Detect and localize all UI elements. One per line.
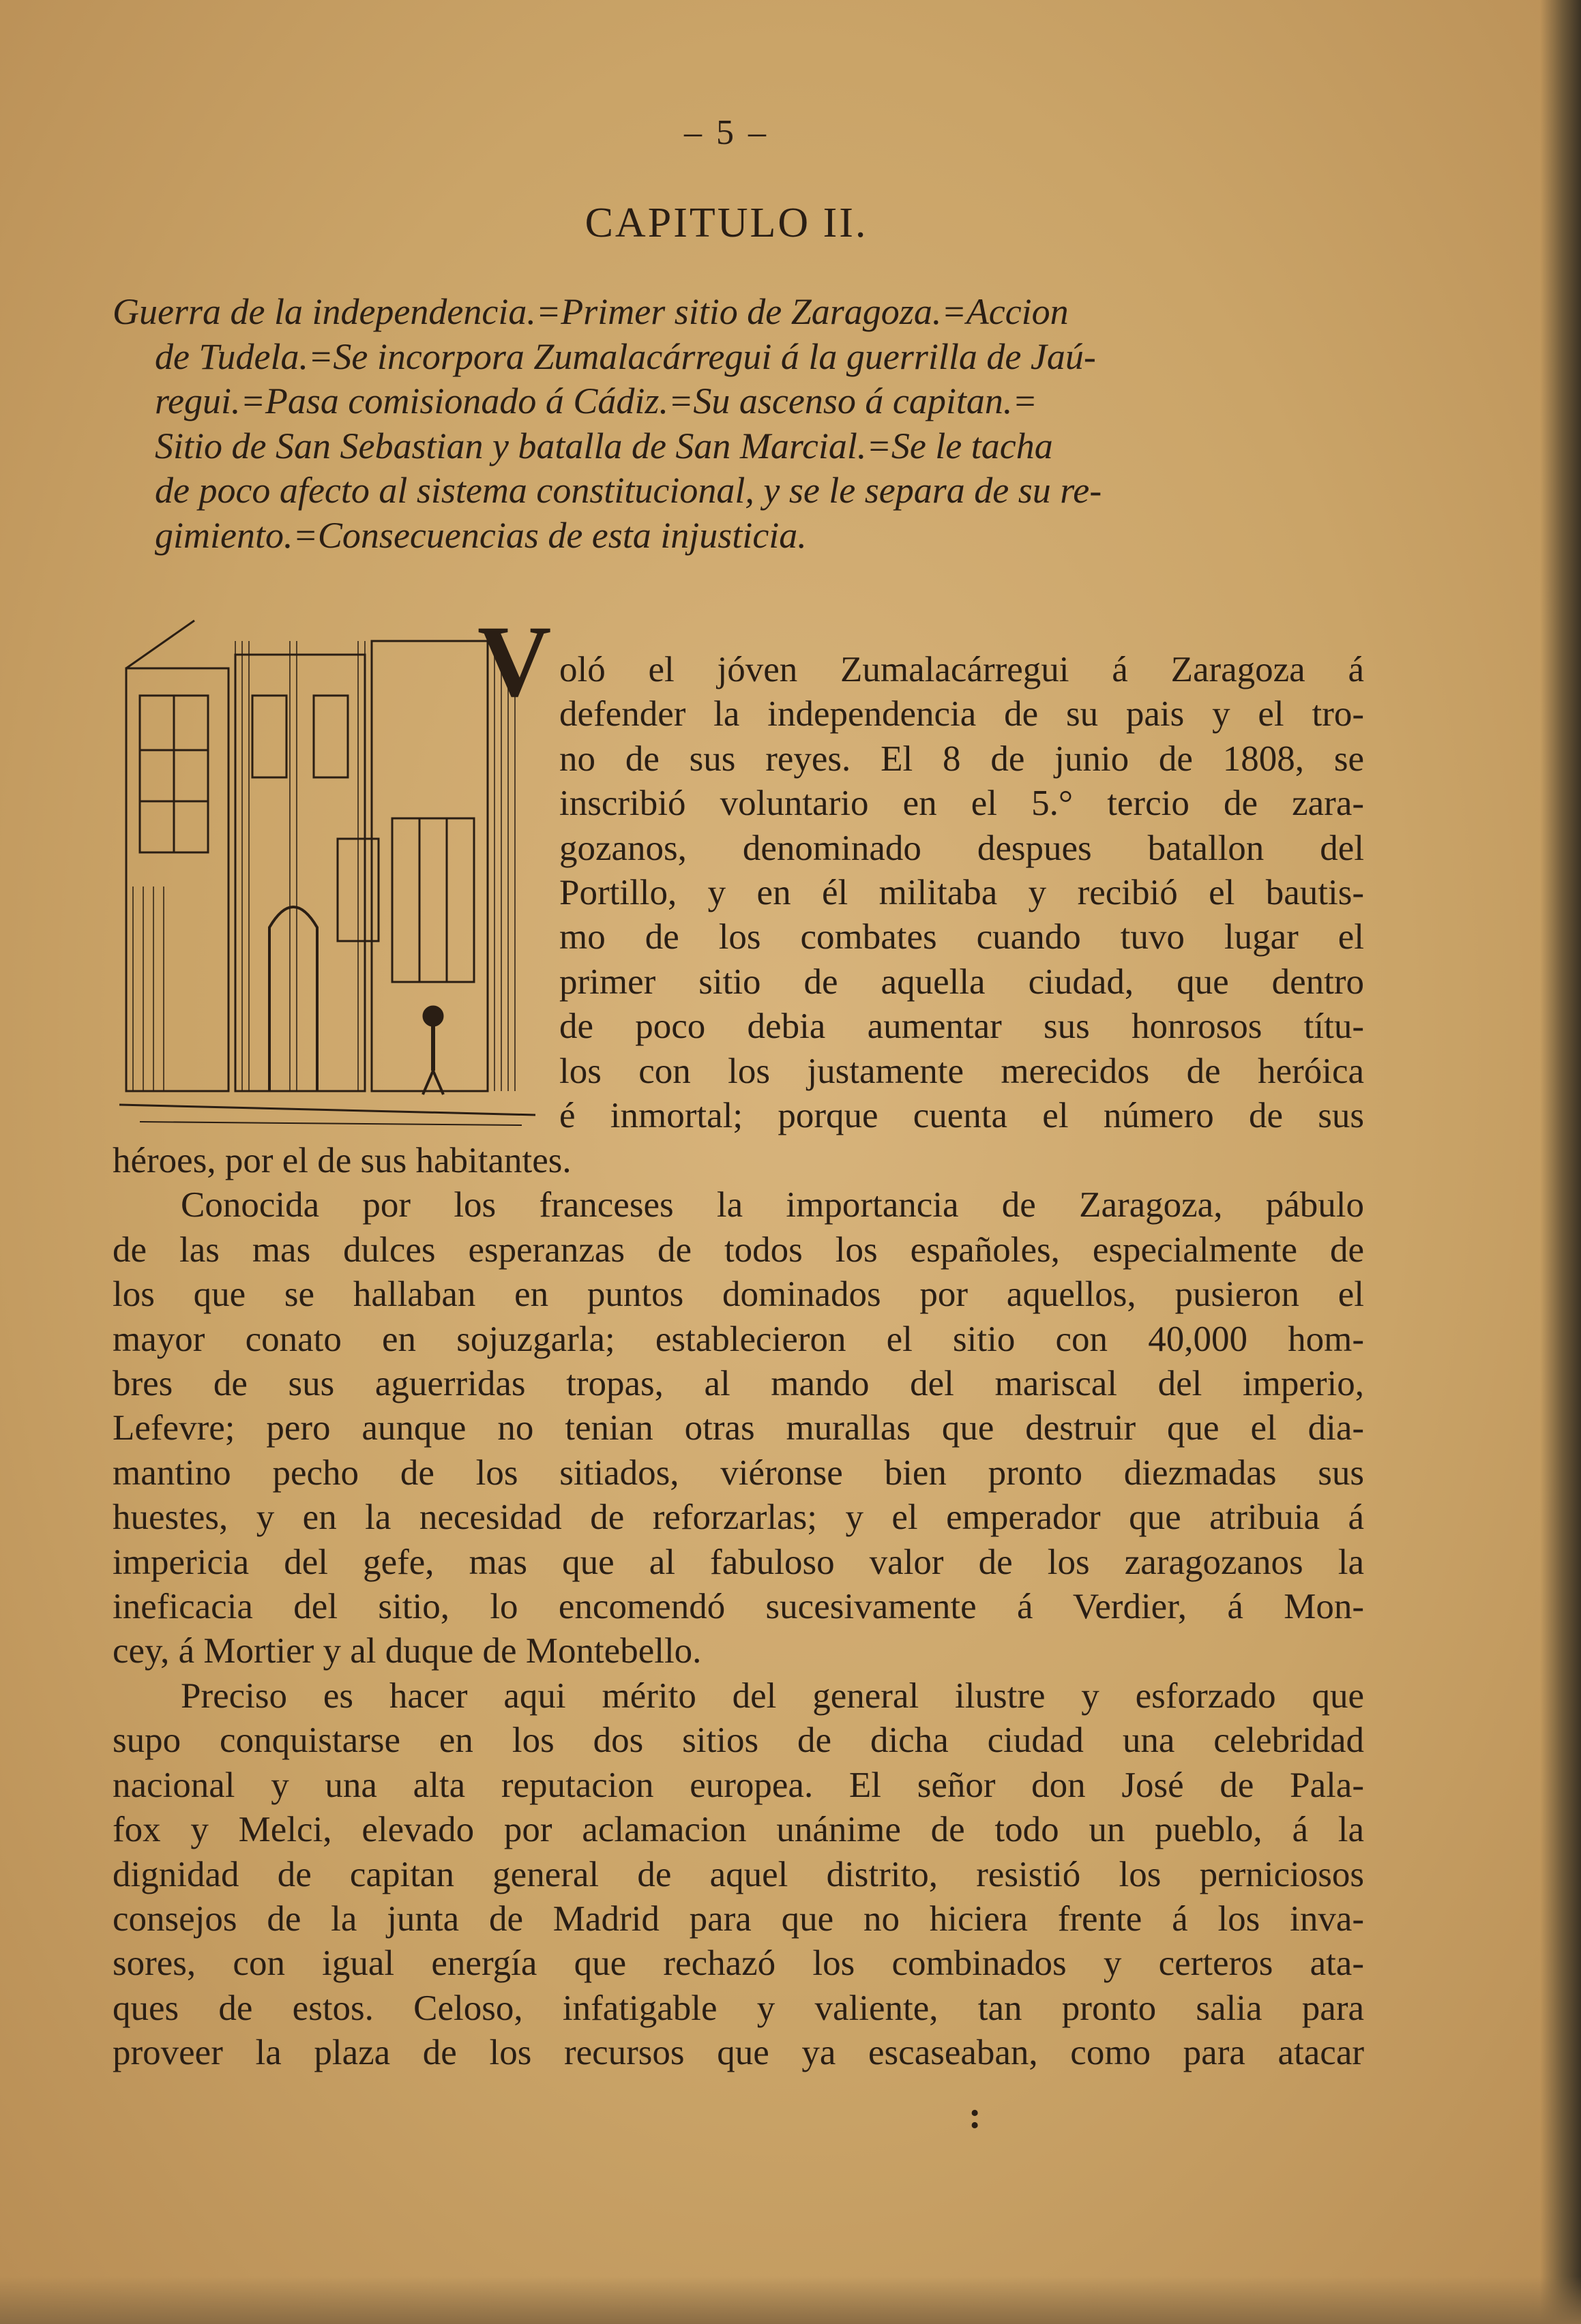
text-line: nacional y una alta reputacion europea. El señor don José de Pala- bbox=[113, 1765, 1364, 1805]
text-line: ineficacia del sitio, lo encomendó sucesivamente á Verdier, á Mon- bbox=[113, 1587, 1364, 1627]
text-line: inscribió voluntario en el 5.° tercio de zara- bbox=[559, 784, 1364, 824]
summary-line: de Tudela.=Se incorpora Zumalacárregui á la guerrilla de Jaú- bbox=[155, 336, 1096, 377]
text-line: impericia del gefe, mas que al fabuloso valor de los zaragozanos la bbox=[113, 1542, 1364, 1582]
text-line: héroes, por el de sus habitantes. bbox=[113, 1141, 572, 1180]
text-line: sores, con igual energía que rechazó los combinados y certeros ata- bbox=[113, 1943, 1364, 1984]
text-line: Preciso es hacer aqui mérito del general ilustre y esforzado que bbox=[181, 1675, 1364, 1716]
page-number: – 5 – bbox=[684, 113, 769, 152]
text-line: mo de los combates cuando tuvo lugar el bbox=[559, 917, 1364, 957]
chapter-summary bbox=[113, 290, 1364, 558]
text-line: cey, á Mortier y al duque de Montebello. bbox=[113, 1631, 702, 1671]
text-line: Conocida por los franceses la importancia de Zaragoza, pábulo bbox=[181, 1185, 1364, 1225]
page-edge-bottom bbox=[0, 2276, 1581, 2324]
text-line: defender la independencia de su pais y el tro- bbox=[559, 694, 1364, 734]
text-line: dignidad de capitan general de aquel distrito, resistió los perniciosos bbox=[113, 1854, 1364, 1894]
text-line: mayor conato en sojuzgarla; establecieron el sitio con 40,000 hom- bbox=[113, 1319, 1364, 1359]
text-line: gozanos, denominado despues batallon del bbox=[559, 828, 1364, 868]
signature-mark: : bbox=[969, 2094, 981, 2136]
text-line: de poco debia aumentar sus honrosos títu- bbox=[559, 1007, 1364, 1047]
text-line: mantino pecho de los sitiados, viéronse bien pronto diezmadas sus bbox=[113, 1452, 1364, 1493]
page-edge-right bbox=[1540, 0, 1581, 2324]
text-line: Lefevre; pero aunque no tenian otras murallas que destruir que el dia- bbox=[113, 1408, 1364, 1448]
text-line: no de sus reyes. El 8 de junio de 1808, se bbox=[559, 739, 1364, 779]
text-line: supo conquistarse en los dos sitios de dicha ciudad una celebridad bbox=[113, 1720, 1364, 1761]
text-line: proveer la plaza de los recursos que ya escaseaban, como para atacar bbox=[113, 2033, 1364, 2073]
text-line: primer sitio de aquella ciudad, que dentro bbox=[559, 962, 1364, 1002]
drop-cap: V bbox=[477, 605, 552, 718]
summary-line: Guerra de la independencia.=Primer sitio de Zaragoza.=Accion bbox=[113, 291, 1069, 332]
body-paragraphs bbox=[113, 1139, 1364, 2076]
text-line: bres de sus aguerridas tropas, al mando del mariscal del imperio, bbox=[113, 1364, 1364, 1404]
summary-line: regui.=Pasa comisionado á Cádiz.=Su ascenso á capitan.= bbox=[155, 381, 1037, 421]
summary-line: de poco afecto al sistema constitucional, y se le separa de su re- bbox=[155, 470, 1102, 511]
text-line: los que se hallaban en puntos dominados por aquellos, pusieron el bbox=[113, 1275, 1364, 1315]
text-line: é inmortal; porque cuenta el número de sus bbox=[559, 1096, 1364, 1136]
summary-line: gimiento.=Consecuencias de esta injusticia. bbox=[155, 514, 807, 556]
text-line: huestes, y en la necesidad de reforzarlas; y el emperador que atribuia á bbox=[113, 1498, 1364, 1538]
wrapped-paragraph bbox=[559, 648, 1364, 1138]
text-line: los con los justamente merecidos de heróica bbox=[559, 1051, 1364, 1091]
text-line: consejos de la junta de Madrid para que no hiciera frente á los inva- bbox=[113, 1898, 1364, 1939]
text-line: ques de estos. Celoso, infatigable y valiente, tan pronto salia para bbox=[113, 1988, 1364, 2028]
text-line: oló el jóven Zumalacárregui á Zaragoza á bbox=[559, 650, 1364, 689]
summary-line: Sitio de San Sebastian y batalla de San Marcial.=Se le tacha bbox=[155, 425, 1053, 466]
text-line: de las mas dulces esperanzas de todos los españoles, especialmente de bbox=[113, 1230, 1364, 1270]
text-line: Portillo, y en él militaba y recibió el bautis- bbox=[559, 873, 1364, 913]
chapter-title: CAPITULO II. bbox=[585, 200, 868, 246]
text-line: fox y Melci, elevado por aclamacion unánime de todo un pueblo, á la bbox=[113, 1810, 1364, 1850]
